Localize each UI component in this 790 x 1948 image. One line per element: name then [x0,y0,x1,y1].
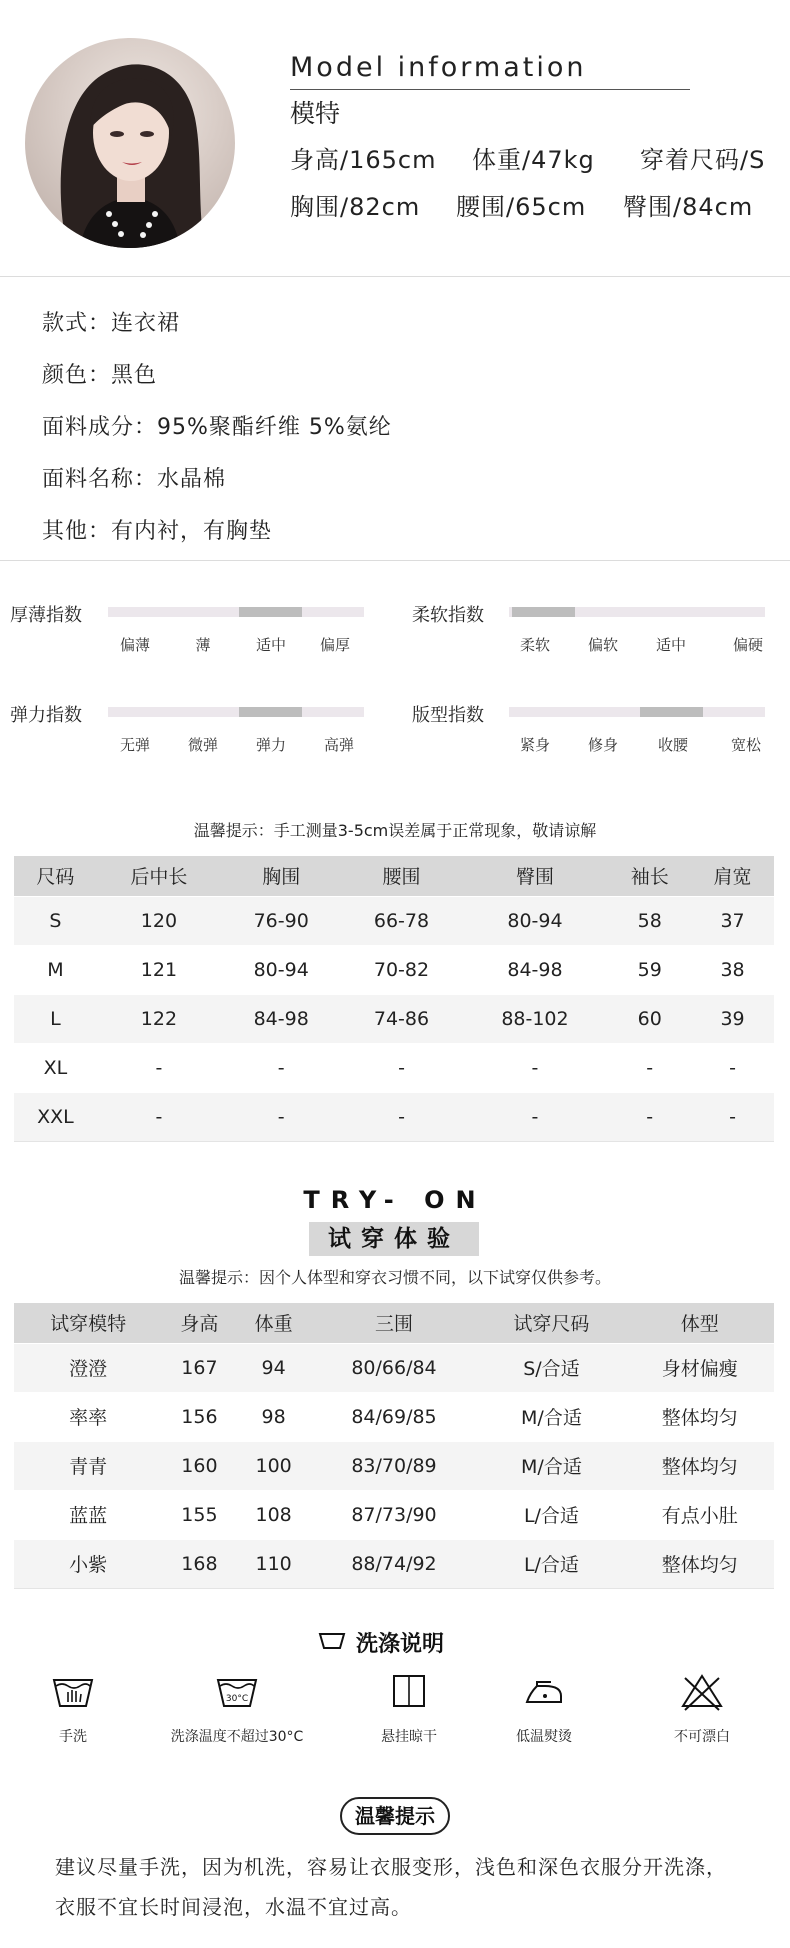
index-label: 偏厚 [319,636,350,654]
table-cell: L [14,994,97,1043]
table-cell: 76-90 [221,896,341,945]
table-cell: 小紫 [14,1539,162,1588]
table-cell: 108 [237,1490,311,1539]
table-cell: M/合适 [477,1441,625,1490]
index-label: 偏薄 [119,636,150,654]
model-size: 穿着尺码/S [640,146,766,174]
table-cell: 110 [237,1539,311,1588]
model-hip: 臀围/84cm [623,193,754,221]
wash-label: 洗涤温度不超过30°C [170,1729,304,1745]
model-title-cn: 模特 [290,99,341,128]
table-cell: 整体均匀 [626,1441,774,1490]
wash-item-bleach [617,1672,787,1746]
table-row [14,1539,774,1588]
table-cell: 168 [162,1539,236,1588]
spec-style: 款式：连衣裙 [42,311,181,336]
model-weight: 体重/47kg [472,146,595,174]
wash-item-iron [459,1672,629,1746]
table-cell: 167 [162,1343,236,1392]
table-cell: XL [14,1043,97,1092]
table-cell: XXL [14,1092,97,1141]
index-label: 高弹 [323,736,354,754]
table-row [14,1392,774,1441]
table-header-row [14,1303,774,1343]
table-cell: 37 [691,896,774,945]
index-selected-fill [239,707,302,717]
table-cell: 120 [97,896,221,945]
index-label: 柔软 [519,636,550,654]
table-cell: M/合适 [477,1392,625,1441]
table-cell: 率率 [14,1392,162,1441]
wash-label: 悬挂晾干 [381,1729,437,1745]
wash-item-hand [0,1672,158,1746]
table-cell: 66-78 [341,896,461,945]
table-cell: - [221,1092,341,1141]
table-cell: 156 [162,1392,236,1441]
model-portrait-illustration [25,38,235,248]
column-header: 体重 [237,1303,311,1343]
column-header: 肩宽 [691,856,774,896]
model-title-en: Model information [290,52,587,83]
table-cell: - [691,1043,774,1092]
table-cell: L/合适 [477,1539,625,1588]
table-cell: 70-82 [341,945,461,994]
column-header: 体型 [626,1303,774,1343]
column-header: 臀围 [462,856,609,896]
spec-fabric-name: 面料名称：水晶棉 [42,467,227,492]
table-row [14,1441,774,1490]
table-cell: S [14,896,97,945]
table-cell: 84-98 [221,994,341,1043]
index-label: 微弹 [187,736,218,754]
table-cell: 58 [608,896,691,945]
tryon-table [14,1303,774,1589]
model-info-section [0,0,790,276]
index-title: 柔软指数 [412,605,484,626]
spec-composition: 面料成分：95%聚酯纤维 5%氨纶 [42,415,392,440]
table-cell: 有点小肚 [626,1490,774,1539]
table-row [14,1043,774,1092]
table-cell: - [608,1043,691,1092]
index-label: 偏软 [587,636,618,654]
table-row [14,1343,774,1392]
table-row [14,945,774,994]
table-cell: 整体均匀 [626,1392,774,1441]
index-title: 版型指数 [412,705,484,726]
index-track [509,607,765,617]
no-bleach-icon [679,1672,725,1712]
wash-label: 不可漂白 [674,1729,730,1745]
wash-label: 低温熨烫 [516,1729,572,1745]
table-row [14,896,774,945]
column-header: 身高 [162,1303,236,1343]
index-selected-fill [239,607,302,617]
table-cell: 121 [97,945,221,994]
column-header: 尺码 [14,856,97,896]
low-iron-icon [521,1672,567,1712]
table-cell: 88/74/92 [311,1539,478,1588]
table-cell: 60 [608,994,691,1043]
table-cell: 83/70/89 [311,1441,478,1490]
table-cell: - [341,1092,461,1141]
model-avatar [25,38,235,248]
index-label: 偏硬 [732,636,763,654]
column-header: 袖长 [608,856,691,896]
size-table [14,856,774,1142]
table-cell: 160 [162,1441,236,1490]
washing-basin-icon [318,1628,346,1652]
table-cell: 39 [691,994,774,1043]
index-label: 适中 [655,636,686,654]
table-cell: 100 [237,1441,311,1490]
table-cell: 84/69/85 [311,1392,478,1441]
wash-label: 手洗 [59,1729,87,1745]
table-cell: - [221,1043,341,1092]
index-label: 紧身 [519,736,550,754]
table-cell: 整体均匀 [626,1539,774,1588]
tryon-title-en: TRY- ON [303,1186,487,1214]
index-selected-fill [640,707,703,717]
table-cell: 122 [97,994,221,1043]
table-cell: 84-98 [462,945,609,994]
index-selected-fill [512,607,575,617]
table-cell: 155 [162,1490,236,1539]
index-label: 修身 [587,736,618,754]
table-cell: - [462,1043,609,1092]
index-label: 适中 [255,636,286,654]
tip-text: 建议尽量手洗，因为机洗，容易让衣服变形，浅色和深色衣服分开洗涤，衣服不宜长时间浸泡，水温不宜过高。 [55,1855,727,1919]
table-cell: 38 [691,945,774,994]
column-header: 三围 [311,1303,478,1343]
size-note: 温馨提示：手工测量3-5cm误差属于正常现象，敬请谅解 [193,821,597,840]
spec-other: 其他：有内衬，有胸垫 [42,519,273,544]
table-cell: - [691,1092,774,1141]
index-label: 宽松 [730,736,761,754]
wash-item-30 [152,1672,322,1746]
table-cell: 身材偏瘦 [626,1343,774,1392]
wash-30-icon [214,1672,260,1712]
table-cell: M [14,945,97,994]
index-label: 弹力 [255,736,286,754]
table-cell: 98 [237,1392,311,1441]
index-track [108,607,364,617]
wash-title: 洗涤说明 [356,1632,445,1657]
title-underline [290,89,690,90]
hand-wash-icon [50,1672,96,1712]
index-track [108,707,364,717]
index-title: 弹力指数 [10,705,82,726]
table-cell: 59 [608,945,691,994]
table-cell: - [97,1043,221,1092]
hang-dry-icon [386,1672,432,1712]
column-header: 试穿模特 [14,1303,162,1343]
model-waist: 腰围/65cm [456,193,587,221]
column-header: 后中长 [97,856,221,896]
column-header: 腰围 [341,856,461,896]
table-cell: 87/73/90 [311,1490,478,1539]
table-cell: 74-86 [341,994,461,1043]
table-cell: - [97,1092,221,1141]
model-height: 身高/165cm [290,146,437,174]
wash-temp-label: 30°C [225,1694,249,1704]
column-header: 胸围 [221,856,341,896]
index-label: 收腰 [657,736,688,754]
index-label: 无弹 [119,736,150,754]
table-row [14,994,774,1043]
table-cell: 80/66/84 [311,1343,478,1392]
table-cell: - [462,1092,609,1141]
table-row [14,1092,774,1141]
section-divider [0,276,790,277]
table-cell: - [608,1092,691,1141]
index-label: 薄 [195,636,211,654]
table-cell: 88-102 [462,994,609,1043]
table-cell: L/合适 [477,1490,625,1539]
model-bust: 胸围/82cm [290,193,421,221]
tryon-note: 温馨提示：因个人体型和穿衣习惯不同，以下试穿仅供参考。 [178,1268,611,1287]
table-cell: - [341,1043,461,1092]
table-cell: 80-94 [221,945,341,994]
table-cell: 蓝蓝 [14,1490,162,1539]
section-divider [0,560,790,561]
table-cell: 80-94 [462,896,609,945]
table-row [14,1490,774,1539]
table-header-row [14,856,774,896]
tip-badge: 温馨提示 [340,1797,450,1835]
index-track [509,707,765,717]
index-title: 厚薄指数 [10,605,82,626]
tryon-title-cn: 试穿体验 [309,1222,479,1256]
table-cell: 澄澄 [14,1343,162,1392]
column-header: 试穿尺码 [477,1303,625,1343]
table-cell: 94 [237,1343,311,1392]
table-cell: S/合适 [477,1343,625,1392]
table-cell: 青青 [14,1441,162,1490]
spec-color: 颜色：黑色 [42,363,158,388]
